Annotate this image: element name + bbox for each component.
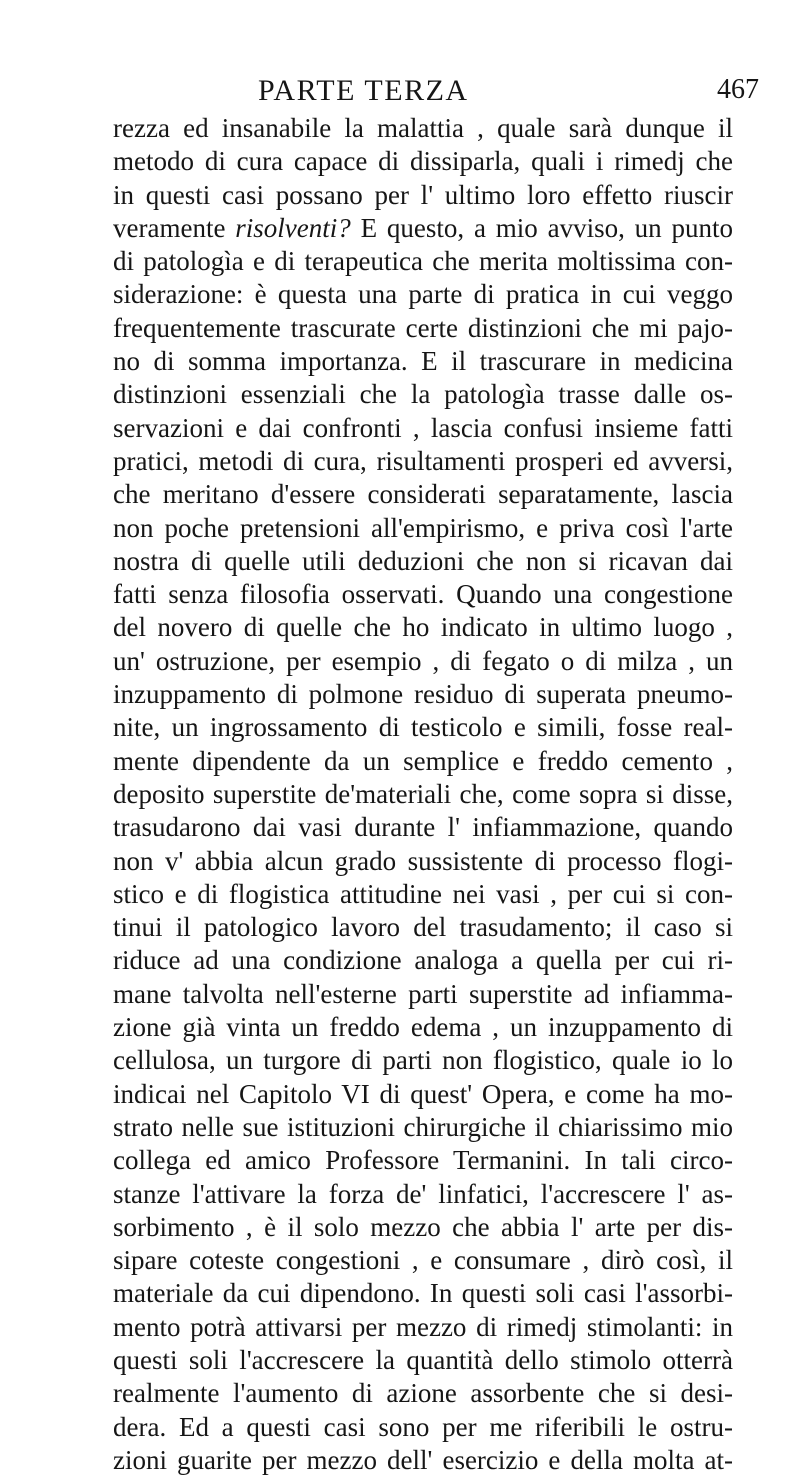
text-line: questi soli l'accrescere la quantità dello stimolo otterrà xyxy=(113,1344,733,1375)
text-line: no di somma importanza. E il trascurare in medicina xyxy=(113,346,733,377)
text-line: stanze l'attivare la forza de' linfatici, l'accrescere l' as- xyxy=(113,1178,733,1209)
text-line: fatti senza filosofia osservati. Quando una congestione xyxy=(113,579,733,610)
text-line: collega ed amico Professore Termanini. In tali circo- xyxy=(113,1145,733,1176)
text-line: inzuppamento di polmone residuo di superata pneumo- xyxy=(113,679,733,710)
page-number: 467 xyxy=(717,74,759,105)
text-line: distinzioni essenziali che la patologìa trasse dalle os- xyxy=(113,379,733,410)
text-line: non poche pretensioni all'empirismo, e priva così l'arte xyxy=(113,512,733,543)
text-line: materiale da cui dipendono. In questi soli casi l'assorbi- xyxy=(113,1278,733,1309)
page-header xyxy=(0,74,801,114)
text-line: che meritano d'essere considerati separatamente, lascia xyxy=(113,479,733,510)
text-line: in questi casi possano per l' ultimo loro effetto riuscir xyxy=(113,179,733,210)
text-line: servazioni e dai confronti , lascia confusi insieme fatti xyxy=(113,412,733,443)
text-line: metodo di cura capace di dissiparla, quali i rimedj che xyxy=(113,146,733,177)
text-line: strato nelle sue istituzioni chirurgiche il chiarissimo mio xyxy=(113,1111,733,1142)
text-line: pratici, metodi di cura, risultamenti prosperi ed avversi, xyxy=(113,445,733,476)
text-line: dera. Ed a questi casi sono per me riferibili le ostru- xyxy=(113,1411,733,1442)
text-line: trasudarono dai vasi durante l' infiammazione, quando xyxy=(113,812,733,843)
text-line: zione già vinta un freddo edema , un inzuppamento di xyxy=(113,1012,733,1043)
text-line: siderazione: è questa una parte di pratica in cui veggo xyxy=(113,279,733,310)
text-line: nite, un ingrossamento di testicolo e simili, fosse real- xyxy=(113,712,733,743)
italic-word: risolventi? xyxy=(235,212,351,243)
text-line: sipare coteste congestioni , e consumare , dirò così, il xyxy=(113,1245,733,1276)
running-title: PARTE TERZA xyxy=(258,74,469,107)
text-line: mane talvolta nell'esterne parti superstite ad infiamma- xyxy=(113,978,733,1009)
text-line: rezza ed insanabile la malattia , quale sarà dunque il xyxy=(113,113,733,143)
text-line: sorbimento , è il solo mezzo che abbia l' arte per dis- xyxy=(113,1211,733,1242)
text-line: del novero di quelle che ho indicato in ultimo luogo , xyxy=(113,612,733,643)
text-line: frequentemente trascurate certe distinzioni che mi pajo- xyxy=(113,312,733,343)
text-line: mento potrà attivarsi per mezzo di rimedj stimolanti: in xyxy=(113,1311,733,1342)
text-line: tinui il patologico lavoro del trasudamento; il caso si xyxy=(113,912,733,943)
text-line: cellulosa, un turgore di parti non flogistico, quale io lo xyxy=(113,1045,733,1076)
text-line: deposito superstite de'materiali che, come sopra si disse, xyxy=(113,778,733,809)
text-line: indicai nel Capitolo VI di quest' Opera, e come ha mo- xyxy=(113,1078,733,1109)
text-line: veramente risolventi? E questo, a mio avviso, un punto xyxy=(113,212,734,243)
text-line: realmente l'aumento di azione assorbente che si desi- xyxy=(113,1378,733,1409)
body-text xyxy=(113,112,733,1477)
text-line: un' ostruzione, per esempio , di fegato o di milza , un xyxy=(113,645,733,676)
text-line: di patologìa e di terapeutica che merita moltissima con- xyxy=(113,246,733,277)
text-line: zioni guarite per mezzo dell' esercizio e della molta at- xyxy=(113,1444,733,1475)
text-line: mente dipendente da un semplice e freddo cemento , xyxy=(113,745,733,776)
text-line: riduce ad una condizione analoga a quella per cui ri- xyxy=(113,945,733,976)
text-line: nostra di quelle utili deduzioni che non si ricavan dai xyxy=(113,545,733,576)
text-line: non v' abbia alcun grado sussistente di processo flogi- xyxy=(113,845,733,876)
text-line: stico e di flogistica attitudine nei vasi , per cui si con- xyxy=(113,878,733,909)
